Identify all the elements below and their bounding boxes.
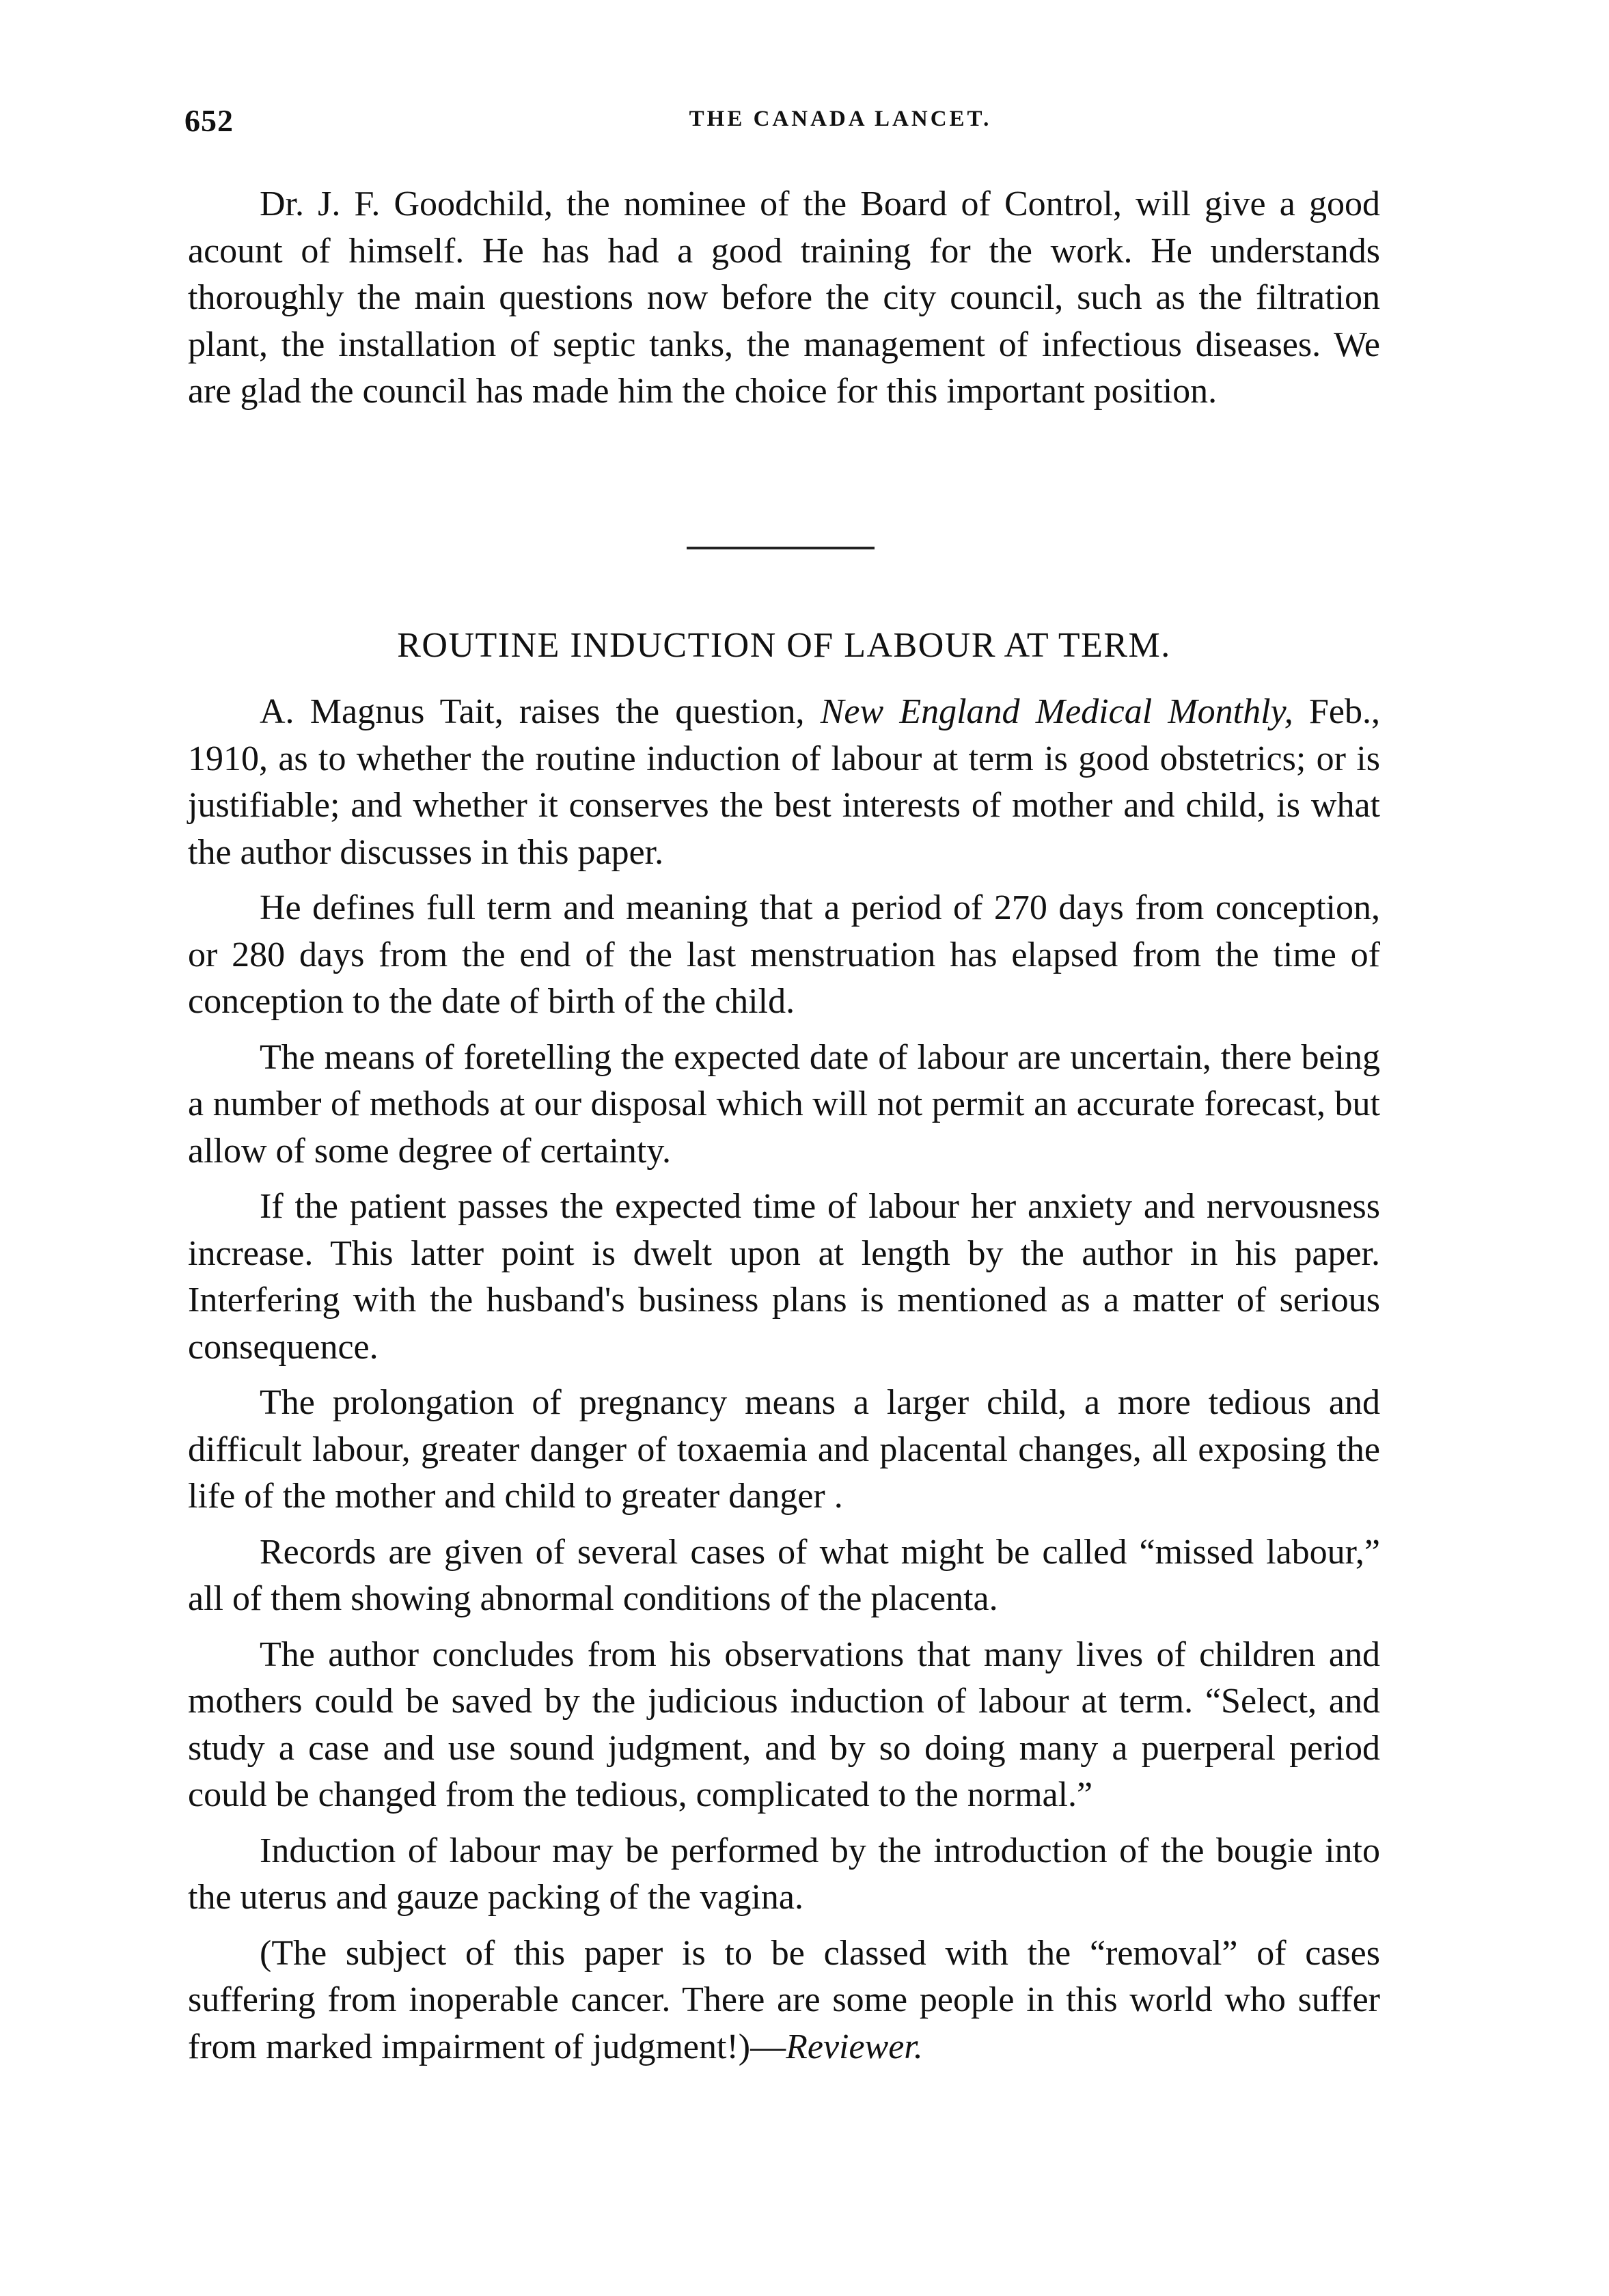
article-paragraph-6: Records are given of several cases of what might be called “missed labour,” all of them showing abnormal conditions of the placenta. xyxy=(188,1532,1380,1618)
paragraph-1-text-end: Feb., 1910, as to whether the routine induction of labour at term is good obstetrics; or is justifiable; and whether it conserves the best interests of mother and child, is what the author discusses in this paper. xyxy=(188,692,1380,872)
reviewer-signature: Reviewer. xyxy=(786,2027,923,2066)
intro-paragraph: Dr. J. F. Goodchild, the nominee of the Board of Control, will give a good acount of himself. He has had a good training for the work. He understands thoroughly the main questions now before the city council, such as the filtration plant, the installation of septic tanks, the management of infectious diseases. We are glad the council has made him the choice for this important position. xyxy=(188,184,1380,411)
intro-section xyxy=(188,181,1380,425)
article-body xyxy=(188,689,1380,2079)
running-head xyxy=(184,102,1380,150)
journal-title: THE CANADA LANCET. xyxy=(689,107,992,131)
page-number: 652 xyxy=(184,103,234,138)
article-paragraph-1 xyxy=(188,689,1380,876)
article-paragraph-9 xyxy=(188,1930,1380,2071)
article-heading: ROUTINE INDUCTION OF LABOUR AT TERM. xyxy=(397,626,1171,665)
article-paragraph-8: Induction of labour may be performed by the introduction of the bougie into the uterus and gauze packing of the vagina. xyxy=(188,1831,1380,1917)
article-paragraph-3: The means of foretelling the expected date of labour are uncertain, there being a number of methods at our disposal which will not permit an accurate forecast, but allow of some degree of certainty. xyxy=(188,1037,1380,1171)
reviewer-note: (The subject of this paper is to be classed with the “removal” of cases suffering from inoperable cancer. There are some people in this world who suffer from marked impairment of judgment!)— xyxy=(188,1933,1380,2066)
article-paragraph-5: The prolongation of pregnancy means a larger child, a more tedious and difficult labour, greater danger of toxaemia and placental changes, all exposing the life of the mother and child to greater danger . xyxy=(188,1383,1380,1516)
section-divider xyxy=(687,547,875,549)
journal-name: New England Medical Monthly, xyxy=(820,692,1293,731)
paragraph-1-text-start: A. Magnus Tait, raises the question, xyxy=(260,692,821,731)
article-paragraph-2: He defines full term and meaning that a period of 270 days from conception, or 280 days from the end of the last menstruation has elapsed from the time of conception to the date of birth of the child. xyxy=(188,888,1380,1021)
article-paragraph-4: If the patient passes the expected time of labour her anxiety and nervousness increase. This latter point is dwelt upon at length by the author in his paper. Interfering with the husband's business plans is mentioned as a matter of serious consequence. xyxy=(188,1187,1380,1367)
article-paragraph-7: The author concludes from his observations that many lives of children and mothers could be saved by the judicious induction of labour at term. “Select, and study a case and use sound judgment, and by so doing many a puerperal period could be changed from the tedious, complicated to the normal.” xyxy=(188,1635,1380,1814)
